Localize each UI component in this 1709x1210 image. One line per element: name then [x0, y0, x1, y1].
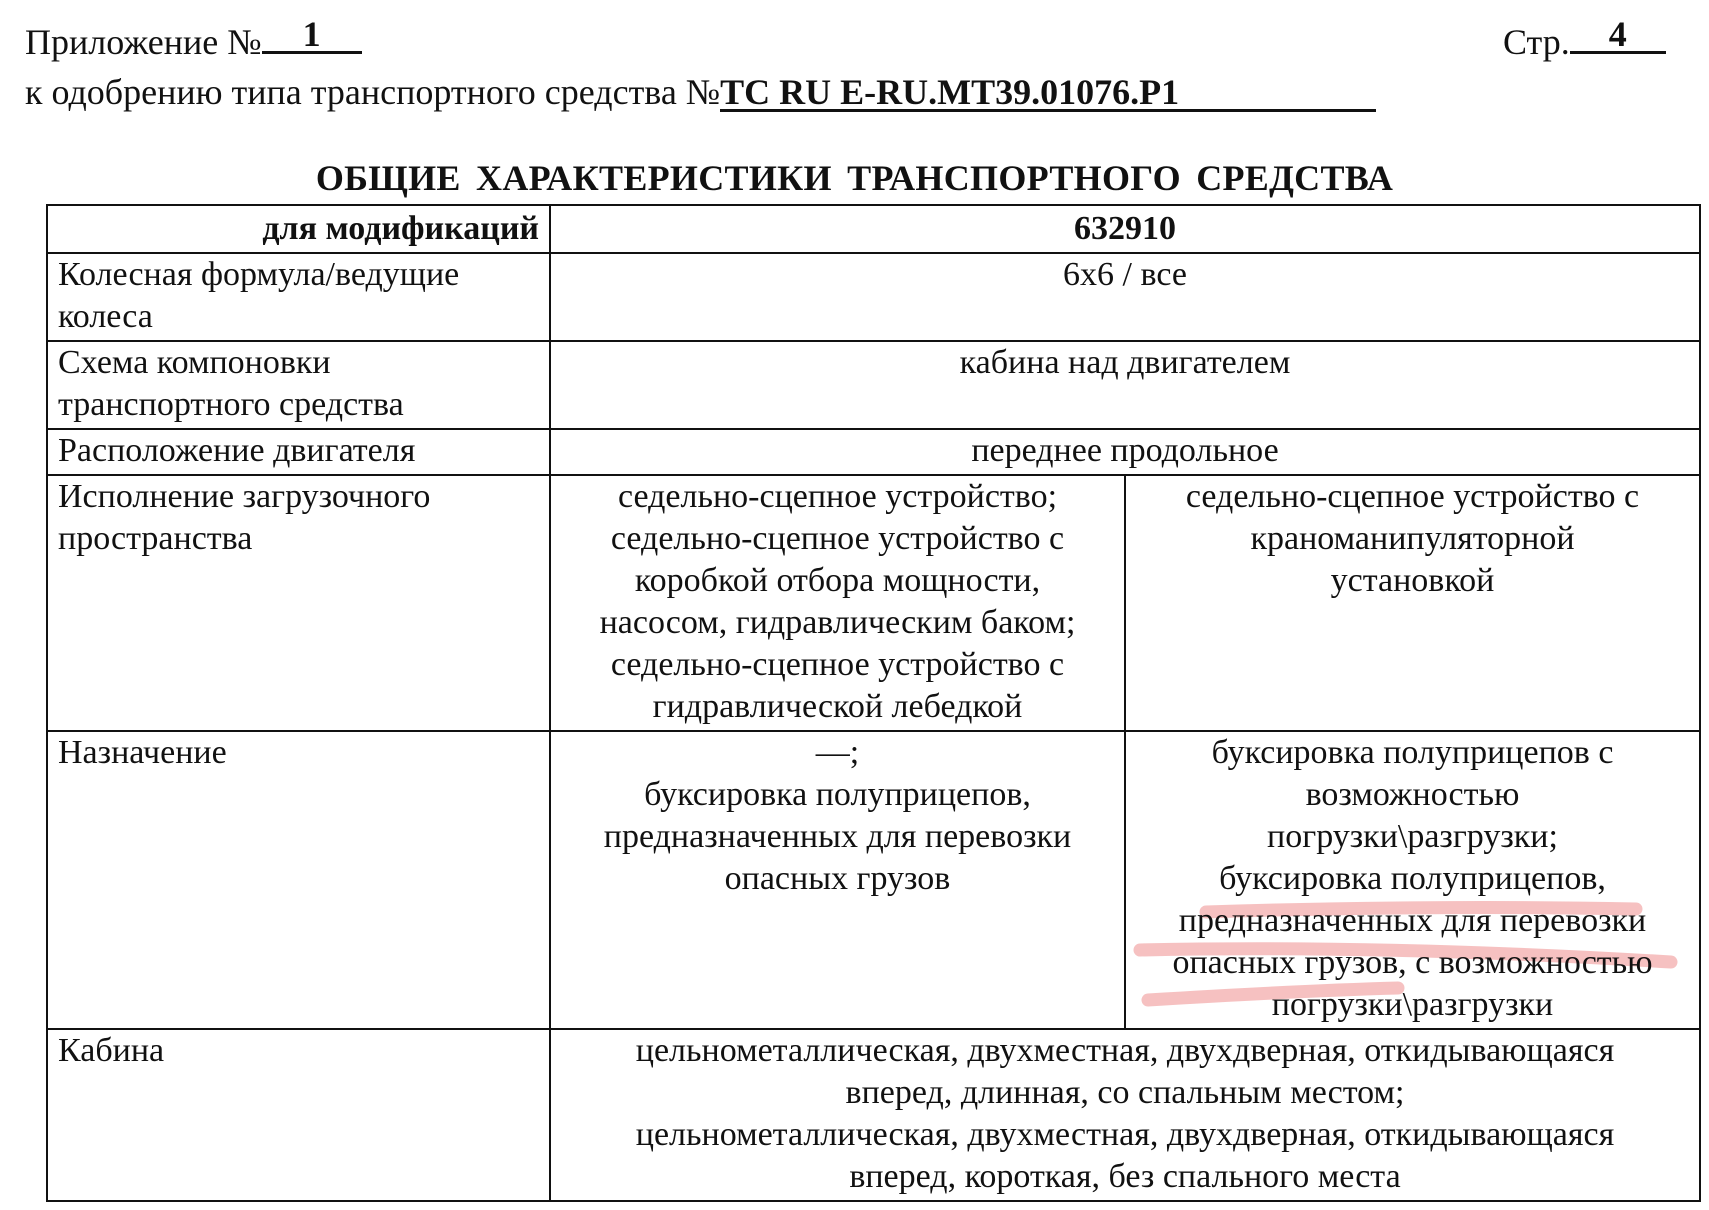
cell-line: вперед, длинная, со спальным местом; — [845, 1074, 1405, 1111]
row-value-col1 — [550, 731, 1125, 1029]
row-label: Расположение двигателя — [47, 429, 550, 475]
header-label-cell: для модификаций — [47, 205, 550, 253]
cell-line: погрузки\разгрузки; — [1267, 818, 1558, 855]
page-indicator — [1503, 14, 1666, 62]
table-row — [47, 731, 1700, 1029]
approval-line — [25, 72, 1376, 112]
cell-line: возможностью — [1305, 776, 1520, 813]
cell-line: буксировка полуприцепов, — [1219, 860, 1606, 897]
cell-line: седельно-сцепное устройство с — [610, 520, 1065, 557]
cell-line: коробкой отбора мощности, — [634, 562, 1041, 599]
header-value-cell: 632910 — [550, 205, 1700, 253]
cell-line: —; — [815, 734, 860, 771]
row-value-col2 — [1125, 731, 1700, 1029]
cell-line: опасных грузов — [724, 860, 951, 897]
appendix-line — [25, 14, 362, 62]
cell-line: буксировка полуприцепов, — [644, 776, 1031, 813]
row-value: 6х6 / все — [550, 253, 1700, 341]
row-value: кабина над двигателем — [550, 341, 1700, 429]
page-number: 4 — [1570, 17, 1666, 54]
cell-line: цельнометаллическая, двухместная, двухдверная, откидывающаяся — [635, 1032, 1615, 1069]
cell-line: предназначенных для перевозки — [1178, 902, 1647, 939]
specs-table — [46, 204, 1701, 1202]
row-label: Назначение — [47, 731, 550, 1029]
table-row — [47, 341, 1700, 429]
cell-line: опасных грузов, с возможностью — [1172, 944, 1653, 981]
approval-label: к одобрению типа транспортного средства № — [25, 72, 721, 112]
cell-line: вперед, короткая, без спального места — [849, 1158, 1401, 1195]
row-label: Схема компоновки транспортного средства — [47, 341, 550, 429]
cell-line: седельно-сцепное устройство с — [1185, 478, 1640, 515]
row-value: переднее продольное — [550, 429, 1700, 475]
table-row — [47, 1029, 1700, 1201]
appendix-number: 1 — [262, 17, 362, 54]
cell-line: погрузки\разгрузки — [1271, 986, 1554, 1023]
cell-line: предназначенных для перевозки — [603, 818, 1072, 855]
cell-line: цельнометаллическая, двухместная, двухдверная, откидывающаяся — [635, 1116, 1615, 1153]
cell-line: установкой — [1330, 562, 1495, 599]
cell-line: буксировка полуприцепов с — [1211, 734, 1614, 771]
cell-line: насосом, гидравлическим баком; — [599, 604, 1076, 641]
table-row — [47, 429, 1700, 475]
row-label: Колесная формула/ведущие колеса — [47, 253, 550, 341]
approval-number: ТС RU E-RU.МТ39.01076.Р1 — [720, 75, 1376, 112]
table-header-row — [47, 205, 1700, 253]
cell-line: гидравлической лебедкой — [652, 688, 1023, 725]
page-label: Стр. — [1503, 22, 1570, 62]
document-title: ОБЩИЕ ХАРАКТЕРИСТИКИ ТРАНСПОРТНОГО СРЕДСТВА — [315, 158, 1394, 198]
row-value-col1 — [550, 475, 1125, 731]
appendix-label: Приложение № — [25, 22, 262, 62]
row-value — [550, 1029, 1700, 1201]
cell-line: краноманипуляторной — [1250, 520, 1575, 557]
cell-line: седельно-сцепное устройство; — [617, 478, 1058, 515]
table-row — [47, 475, 1700, 731]
row-label: Исполнение загрузочного пространства — [47, 475, 550, 731]
cell-line: седельно-сцепное устройство с — [610, 646, 1065, 683]
table-row — [47, 253, 1700, 341]
row-label: Кабина — [47, 1029, 550, 1201]
row-value-col2 — [1125, 475, 1700, 731]
